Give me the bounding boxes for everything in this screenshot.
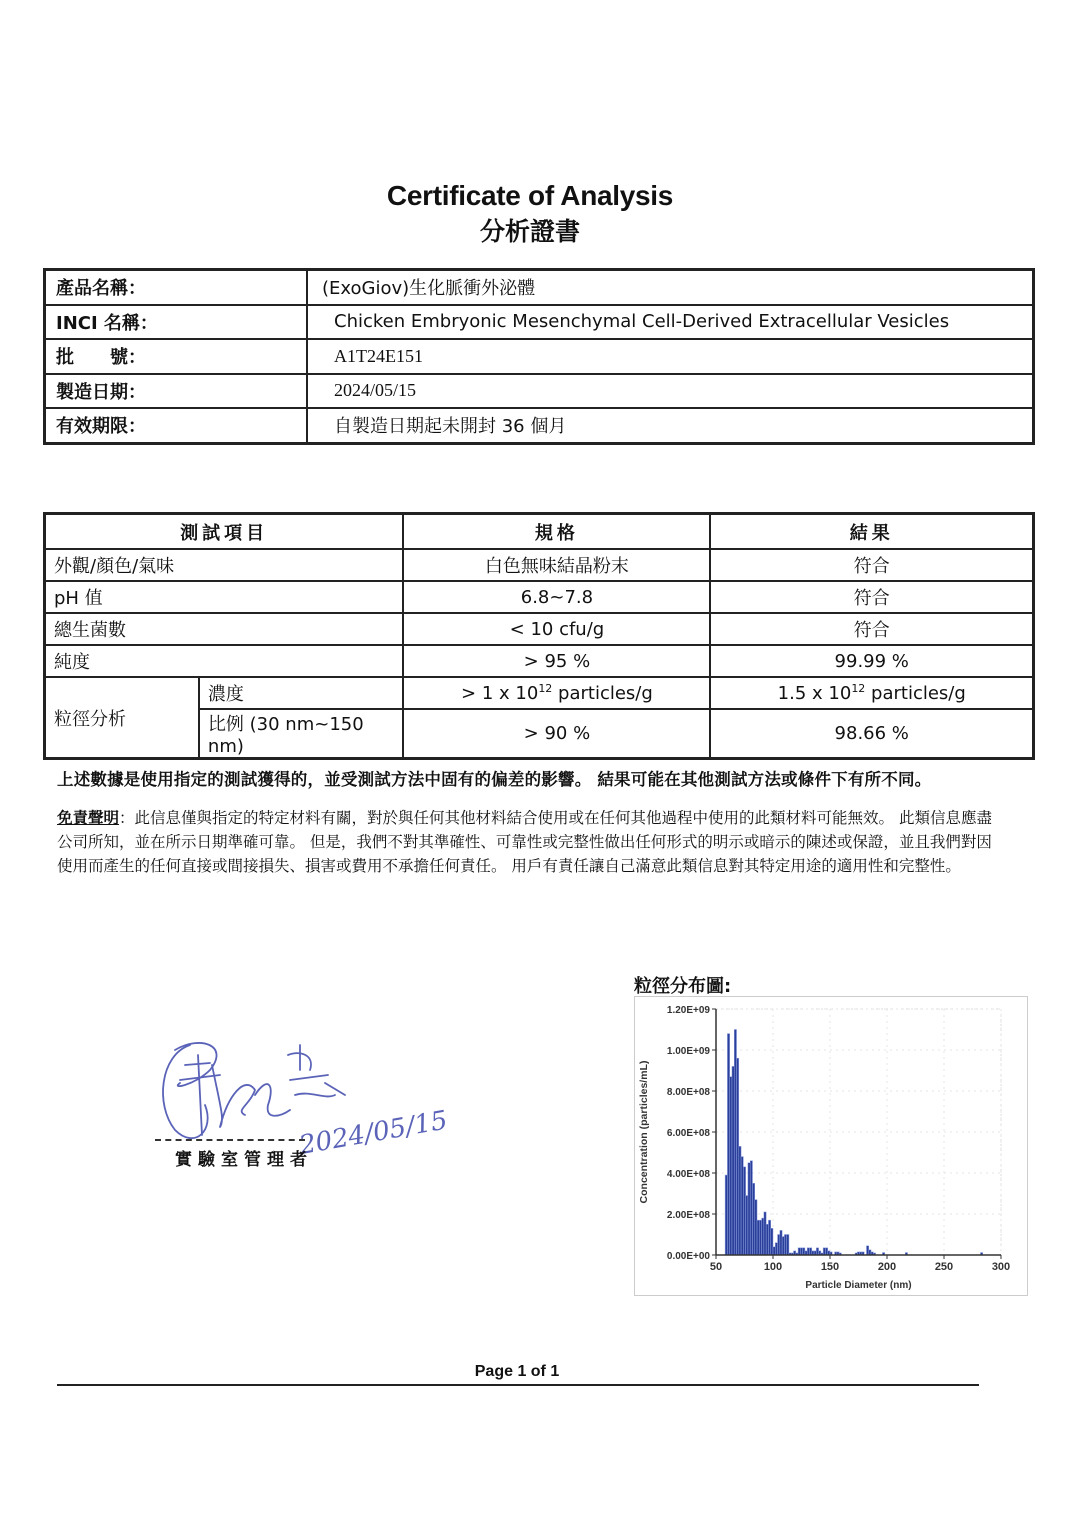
x-axis-label: Particle Diameter (nm) [805, 1280, 912, 1291]
test-results-table [43, 512, 1035, 760]
histogram-bar [816, 1248, 818, 1255]
result-exponent: 12 [851, 682, 866, 695]
y-tick-label: 8.00E+08 [666, 1087, 710, 1098]
histogram-bar [739, 1146, 741, 1255]
histogram-bar [766, 1224, 768, 1255]
info-row-manufacture-date [45, 374, 1034, 409]
histogram-bar [737, 1058, 739, 1255]
header-specification: 規格 [403, 514, 710, 550]
histogram-bar [771, 1228, 773, 1255]
test-result: 符合 [710, 613, 1033, 645]
test-subitem: 濃度 [199, 677, 403, 709]
chart-title: 粒徑分布圖: [634, 976, 732, 997]
info-row-product-name [45, 270, 1034, 305]
info-row-expiry [45, 408, 1034, 443]
signature-line [155, 1139, 305, 1141]
x-tick-label: 300 [991, 1261, 1011, 1273]
histogram-bar [869, 1250, 871, 1255]
handwritten-date-text: 2024/05/15 [296, 1105, 450, 1161]
test-spec: > 95 % [403, 645, 710, 677]
histogram-bar [741, 1157, 743, 1255]
result-suffix: particles/g [865, 683, 966, 704]
test-item: 外觀/顏色/氣味 [45, 549, 404, 581]
signature-label: 實驗室管理者 [175, 1150, 313, 1170]
info-label: 製造日期： [45, 374, 308, 409]
test-result: 符合 [710, 581, 1033, 613]
spec-prefix: > 1 x 10 [461, 683, 539, 704]
particle-size-chart [635, 997, 1027, 1295]
disclaimer-text: ：此信息僅與指定的特定材料有關，對於與任何其他材料結合使用或在任何其他過程中使用的此類材料可能無效。 此類信息應盡公司所知，並在所示日期準確可靠。 但是，我們不對其準確性、可靠性或完整性做出任何形式的明示或暗示的陳述或保證，並且我們對因使用而產生的任何直接或間接損失、損害或費用不承擔任何責任。 用戶有責任讓自己滿意此類信息對其特定用途的適用性和完整性。 [57, 809, 992, 875]
x-tick-label: 50 [709, 1261, 723, 1273]
info-row-inci-name [45, 305, 1034, 340]
histogram-bar [784, 1235, 786, 1256]
test-result [710, 677, 1033, 709]
page-number: Page 1 of 1 [474, 1363, 560, 1380]
test-header-row [45, 514, 1034, 550]
y-tick-label: 4.00E+08 [666, 1169, 710, 1180]
test-item: pH 值 [45, 581, 404, 613]
histogram-bar [750, 1161, 752, 1255]
test-subitem: 比例 (30 nm~150 nm) [199, 709, 403, 759]
histogram-bar [787, 1235, 789, 1256]
test-item: 總生菌數 [45, 613, 404, 645]
info-value: A1T24E151 [307, 339, 1034, 374]
test-row [45, 645, 1034, 677]
info-value: 2024/05/15 [307, 374, 1034, 409]
test-item: 純度 [45, 645, 404, 677]
x-tick-label: 100 [763, 1261, 783, 1273]
info-value: Chicken Embryonic Mesenchymal Cell-Derived Extracellular Vesicles [307, 305, 1034, 340]
document-title-en: Certificate of Analysis [386, 180, 674, 211]
histogram-bar [743, 1167, 745, 1255]
histogram-bar [778, 1235, 780, 1256]
disclaimer [57, 806, 1007, 878]
test-result: 99.99 % [710, 645, 1033, 677]
histogram-bar [775, 1243, 777, 1255]
info-label: INCI 名稱： [45, 305, 308, 340]
test-spec: 白色無味結晶粉末 [403, 549, 710, 581]
test-row [45, 613, 1034, 645]
y-axis-label: Concentration (particles/mL) [638, 1060, 650, 1204]
histogram-bar [798, 1248, 800, 1255]
x-tick-label: 200 [877, 1261, 897, 1273]
histogram-bar [762, 1218, 764, 1255]
info-label: 批 號： [45, 339, 308, 374]
y-tick-label: 0.00E+00 [666, 1251, 710, 1262]
info-label: 有效期限： [45, 408, 308, 443]
y-tick-label: 2.00E+08 [666, 1210, 710, 1221]
test-row [45, 549, 1034, 581]
histogram-bar [800, 1248, 802, 1255]
histogram-bar [752, 1183, 754, 1255]
histogram-bar [764, 1212, 766, 1255]
test-spec: 6.8~7.8 [403, 581, 710, 613]
header-test-item: 測試項目 [45, 514, 404, 550]
test-group-item: 粒徑分析 [45, 677, 199, 759]
y-tick-label: 1.00E+09 [666, 1046, 710, 1057]
histogram-bar [807, 1248, 809, 1255]
test-spec [403, 677, 710, 709]
info-value: (ExoGiov)生化脈衝外泌體 [307, 270, 1034, 305]
histogram-bar [732, 1066, 734, 1255]
x-tick-label: 250 [934, 1261, 954, 1273]
y-tick-label: 1.20E+09 [666, 1005, 710, 1016]
info-label: 產品名稱： [45, 270, 308, 305]
test-row [45, 677, 1034, 709]
product-info-table [43, 268, 1035, 445]
test-spec: > 90 % [403, 709, 710, 759]
spec-exponent: 12 [538, 682, 553, 695]
histogram-bar [825, 1248, 827, 1255]
histogram-bar [734, 1030, 736, 1256]
histogram-bar [782, 1237, 784, 1255]
test-row [45, 581, 1034, 613]
document-title-zh: 分析證書 [479, 217, 580, 246]
histogram-bar [768, 1220, 770, 1255]
results-note: 上述數據是使用指定的測試獲得的，並受測試方法中固有的偏差的影響。 結果可能在其他測試方法或條件下有所不同。 [57, 770, 932, 789]
x-tick-label: 150 [820, 1261, 840, 1273]
histogram-bar [725, 1175, 727, 1255]
histogram-bar [823, 1248, 825, 1255]
test-result: 符合 [710, 549, 1033, 581]
histogram-bar [755, 1200, 757, 1255]
spec-suffix: particles/g [552, 683, 653, 704]
histogram-bar [757, 1220, 759, 1255]
histogram-bar [866, 1246, 868, 1255]
test-spec: < 10 cfu/g [403, 613, 710, 645]
header-result: 結果 [710, 514, 1033, 550]
histogram-bar [809, 1248, 811, 1255]
histogram-bar [746, 1196, 748, 1255]
info-value: 自製造日期起未開封 36 個月 [307, 408, 1034, 443]
histogram-bar [730, 1077, 732, 1255]
disclaimer-label: 免責聲明 [57, 809, 120, 827]
chart-frame [634, 996, 1028, 1296]
histogram-bar [727, 1034, 729, 1255]
test-result: 98.66 % [710, 709, 1033, 759]
result-prefix: 1.5 x 10 [777, 683, 852, 704]
info-row-batch-number [45, 339, 1034, 374]
histogram-bar [803, 1248, 805, 1255]
histogram-bar [759, 1220, 761, 1255]
histogram-bar [780, 1230, 782, 1255]
handwritten-date [296, 1105, 450, 1161]
footer-rule [57, 1384, 979, 1386]
histogram-bar [773, 1247, 775, 1255]
histogram-bar [748, 1163, 750, 1255]
y-tick-label: 6.00E+08 [666, 1128, 710, 1139]
